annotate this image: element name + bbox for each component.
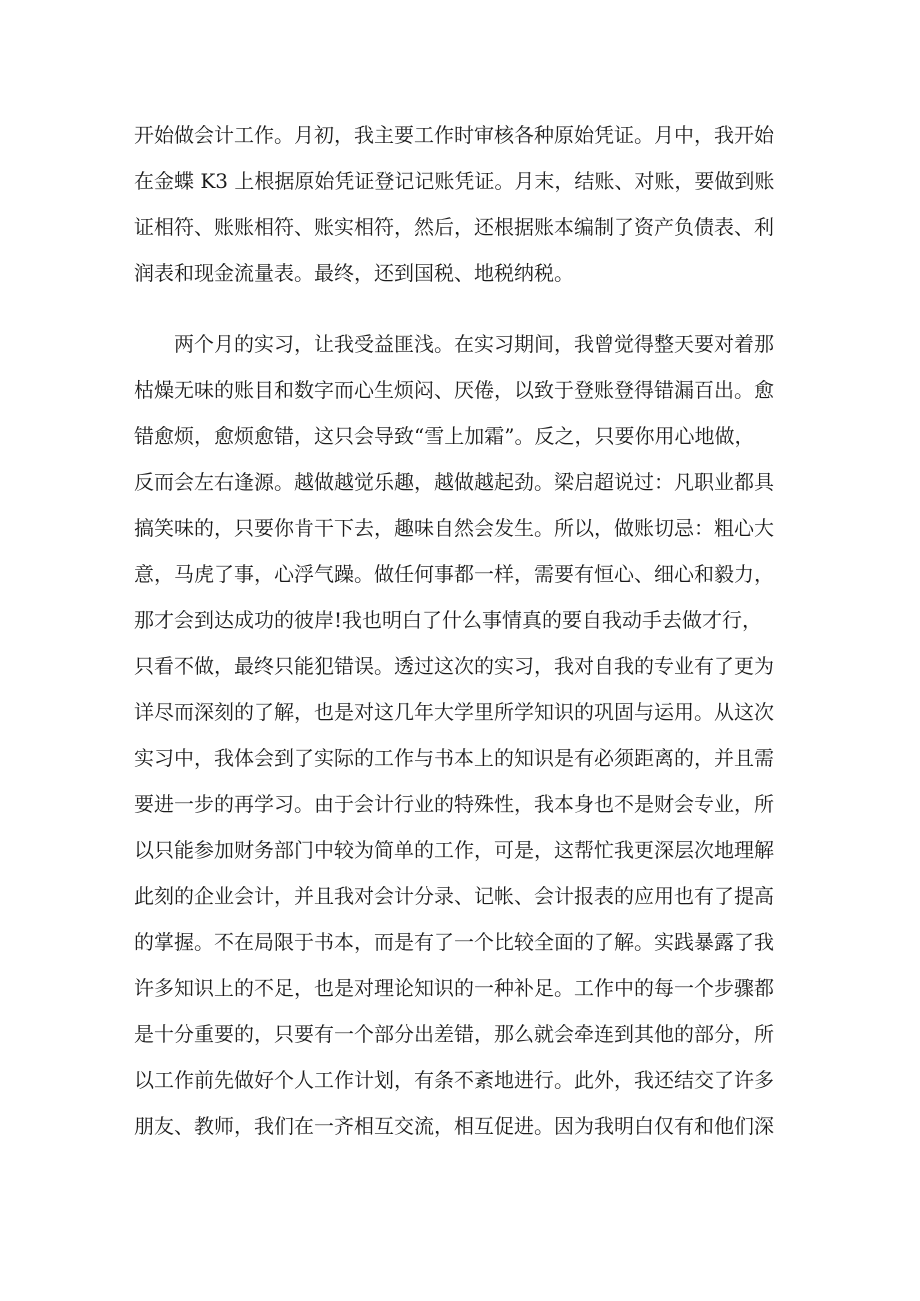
paragraph-1 (134, 112, 834, 296)
text-line: 反而会左右逢源。越做越觉乐趣，越做越起劲。梁启超说过：凡职业都具 (134, 470, 774, 494)
text-line: 开始做会计工作。月初，我主要工作时审核各种原始凭证。月中，我开始 (134, 123, 774, 147)
text-line: 两个月的实习，让我受益匪浅。在实习期间，我曾觉得整天要对着那 (134, 332, 774, 356)
text-line: 润表和现金流量表。最终，还到国税、地税纳税。 (134, 261, 574, 285)
text-line: 证相符、账账相符、账实相符，然后，还根据账本编制了资产负债表、利 (134, 215, 774, 239)
text-line: 以工作前先做好个人工作计划，有条不紊地进行。此外，我还结交了许多 (134, 1068, 774, 1092)
text-line: 要进一步的再学习。由于会计行业的特殊性，我本身也不是财会专业，所 (134, 792, 774, 816)
text-line: 朋友、教师，我们在一齐相互交流，相互促进。因为我明白仅有和他们深 (134, 1114, 774, 1138)
text-line: 此刻的企业会计，并且我对会计分录、记帐、会计报表的应用也有了提高 (134, 884, 774, 908)
text-line: 是十分重要的，只要有一个部分出差错，那么就会牵连到其他的部分，所 (134, 1022, 774, 1046)
text-line: 实习中，我体会到了实际的工作与书本上的知识是有必须距离的，并且需 (134, 746, 774, 770)
text-line: 以只能参加财务部门中较为简单的工作，可是，这帮忙我更深层次地理解 (134, 838, 774, 862)
text-line: 的掌握。不在局限于书本，而是有了一个比较全面的了解。实践暴露了我 (134, 930, 774, 954)
text-line: 详尽而深刻的了解，也是对这几年大学里所学知识的巩固与运用。从这次 (134, 700, 774, 724)
text-line: 许多知识上的不足，也是对理论知识的一种补足。工作中的每一个步骤都 (134, 976, 774, 1000)
text-line: 意，马虎了事，心浮气躁。做任何事都一样，需要有恒心、细心和毅力， (134, 562, 774, 586)
paragraph-2 (134, 321, 834, 1149)
text-line: 那才会到达成功的彼岸!我也明白了什么事情真的要自我动手去做才行， (134, 608, 763, 632)
text-line: 在金蝶 K3 上根据原始凭证登记记账凭证。月末，结账、对账，要做到账 (134, 169, 775, 193)
text-line: 枯燥无味的账目和数字而心生烦闷、厌倦，以致于登账登得错漏百出。愈 (134, 378, 774, 402)
text-line: 搞笑味的，只要你肯干下去，趣味自然会发生。所以，做账切忌：粗心大 (134, 516, 774, 540)
text-line: 只看不做，最终只能犯错误。透过这次的实习，我对自我的专业有了更为 (134, 654, 774, 678)
text-line: 错愈烦，愈烦愈错，这只会导致“雪上加霜”。反之，只要你用心地做， (134, 424, 755, 448)
